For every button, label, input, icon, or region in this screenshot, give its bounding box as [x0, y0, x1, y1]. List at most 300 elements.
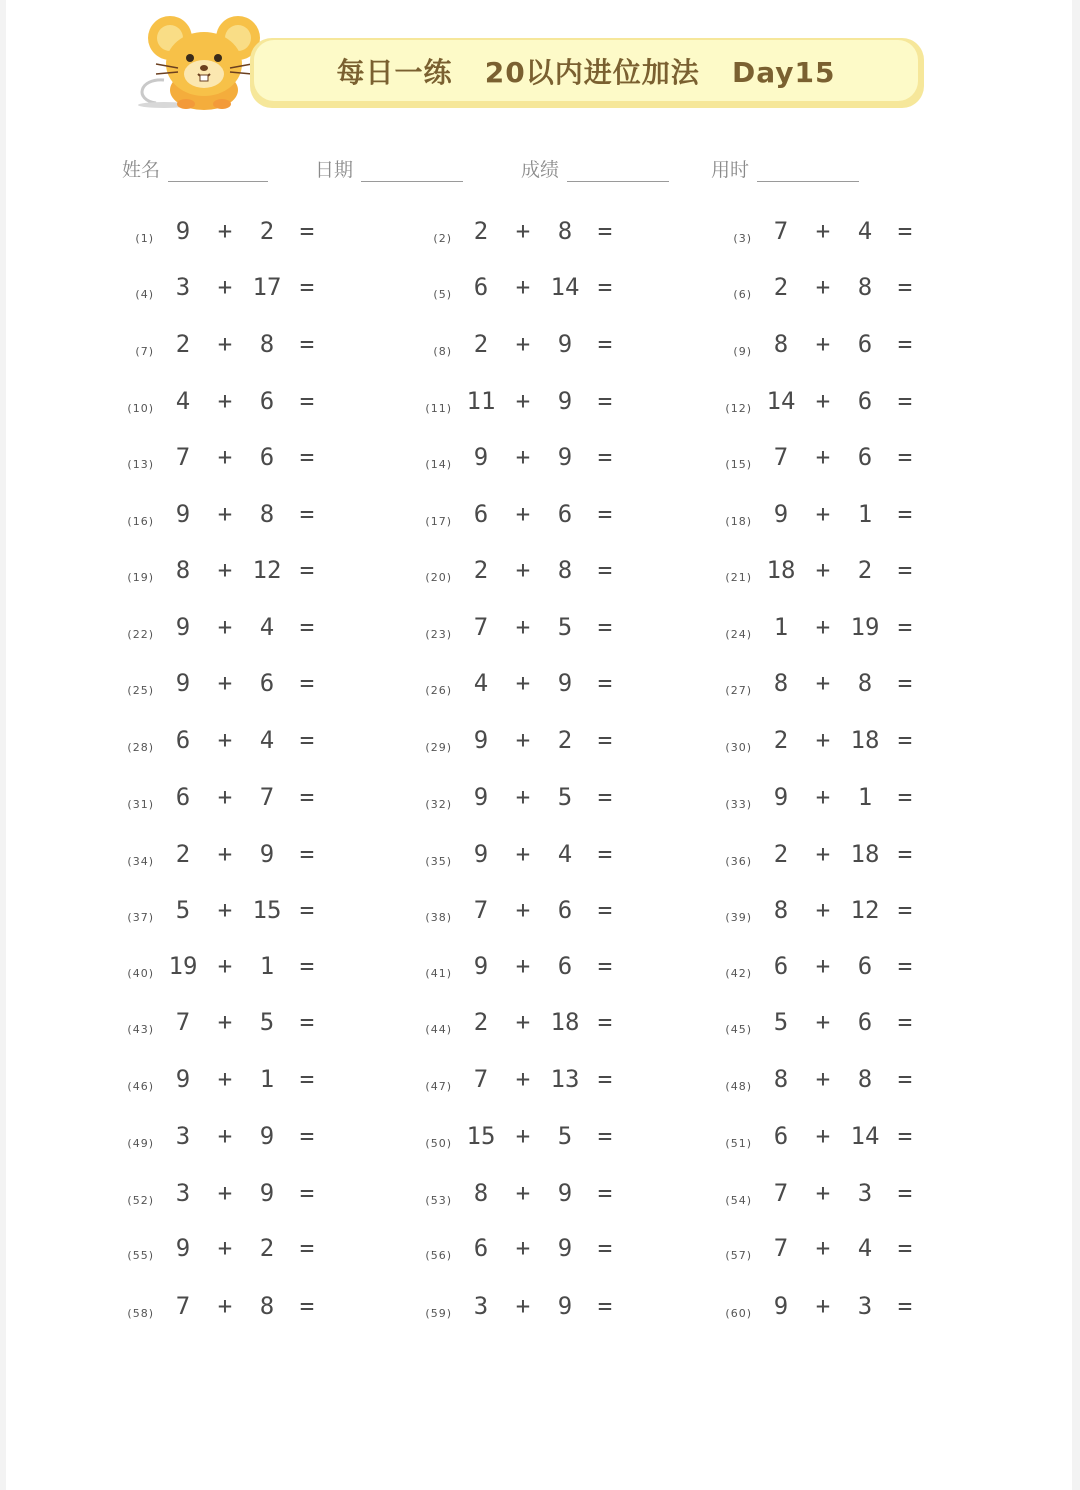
answer-space[interactable] — [924, 663, 968, 703]
first-addend: 9 — [473, 726, 489, 754]
first-addend: 5 — [175, 896, 191, 924]
equals-sign: = — [299, 840, 315, 868]
equals-sign: = — [597, 840, 613, 868]
first-addend: 4 — [175, 387, 191, 415]
problem-number: (17) — [425, 515, 452, 528]
equals-sign: = — [299, 217, 315, 245]
second-addend: 6 — [259, 669, 275, 697]
plus-sign: + — [815, 613, 831, 641]
first-addend: 7 — [473, 613, 489, 641]
equals-sign: = — [897, 726, 913, 754]
problem-item — [712, 1173, 972, 1213]
first-addend: 7 — [175, 443, 191, 471]
problem-number: (10) — [127, 402, 154, 415]
plus-sign: + — [217, 1179, 233, 1207]
plus-sign: + — [515, 443, 531, 471]
equals-sign: = — [897, 1065, 913, 1093]
plus-sign: + — [217, 1234, 233, 1262]
second-addend: 4 — [857, 217, 873, 245]
plus-sign: + — [515, 1008, 531, 1036]
equals-sign: = — [299, 1179, 315, 1207]
second-addend: 18 — [550, 1008, 580, 1036]
problem-item — [114, 437, 374, 477]
problem-item — [114, 1059, 374, 1099]
equals-sign: = — [897, 840, 913, 868]
answer-space[interactable] — [624, 890, 668, 930]
plus-sign: + — [515, 1122, 531, 1150]
first-addend: 7 — [175, 1292, 191, 1320]
equals-sign: = — [897, 896, 913, 924]
first-addend: 15 — [466, 1122, 496, 1150]
equals-sign: = — [299, 443, 315, 471]
second-addend: 9 — [259, 1179, 275, 1207]
problem-item — [412, 890, 672, 930]
problem-item — [712, 1228, 972, 1268]
plus-sign: + — [217, 1008, 233, 1036]
first-addend: 2 — [175, 330, 191, 358]
problem-number: (51) — [725, 1137, 752, 1150]
second-addend: 17 — [252, 273, 282, 301]
problem-item — [114, 1002, 374, 1042]
first-addend: 9 — [473, 443, 489, 471]
first-addend: 9 — [473, 840, 489, 868]
second-addend: 4 — [259, 726, 275, 754]
plus-sign: + — [515, 1179, 531, 1207]
problem-item — [114, 211, 374, 251]
second-addend: 6 — [259, 387, 275, 415]
problem-number: (59) — [425, 1307, 452, 1320]
plus-sign: + — [515, 952, 531, 980]
second-addend: 9 — [557, 387, 573, 415]
equals-sign: = — [897, 1179, 913, 1207]
second-addend: 6 — [857, 330, 873, 358]
equals-sign: = — [597, 1122, 613, 1150]
first-addend: 5 — [773, 1008, 789, 1036]
second-addend: 9 — [557, 1179, 573, 1207]
date-field[interactable] — [315, 155, 463, 182]
first-addend: 7 — [773, 1179, 789, 1207]
plus-sign: + — [515, 273, 531, 301]
second-addend: 9 — [259, 840, 275, 868]
answer-space[interactable] — [924, 1286, 968, 1326]
problem-number: (11) — [425, 402, 452, 415]
second-addend: 6 — [857, 952, 873, 980]
answer-space[interactable] — [624, 1059, 668, 1099]
problem-item — [712, 834, 972, 874]
problem-item — [412, 494, 672, 534]
answer-space[interactable] — [624, 324, 668, 364]
problem-item — [712, 1059, 972, 1099]
equals-sign: = — [299, 1122, 315, 1150]
answer-space[interactable] — [924, 720, 968, 760]
plus-sign: + — [515, 613, 531, 641]
plus-sign: + — [815, 330, 831, 358]
plus-sign: + — [815, 1065, 831, 1093]
second-addend: 1 — [259, 952, 275, 980]
problem-number: (29) — [425, 741, 452, 754]
answer-space[interactable] — [326, 1173, 370, 1213]
answer-space[interactable] — [326, 1228, 370, 1268]
problem-number: (20) — [425, 571, 452, 584]
equals-sign: = — [897, 387, 913, 415]
equals-sign: = — [299, 1234, 315, 1262]
answer-space[interactable] — [924, 1002, 968, 1042]
first-addend: 2 — [175, 840, 191, 868]
equals-sign: = — [299, 726, 315, 754]
answer-space[interactable] — [326, 720, 370, 760]
answer-space[interactable] — [326, 1116, 370, 1156]
answer-space[interactable] — [326, 267, 370, 307]
equals-sign: = — [897, 1008, 913, 1036]
answer-space[interactable] — [624, 607, 668, 647]
first-addend: 4 — [473, 669, 489, 697]
equals-sign: = — [897, 1122, 913, 1150]
answer-space[interactable] — [624, 550, 668, 590]
problem-item — [412, 381, 672, 421]
answer-space[interactable] — [624, 1173, 668, 1213]
answer-space[interactable] — [924, 267, 968, 307]
plus-sign: + — [217, 387, 233, 415]
title-banner — [250, 38, 924, 108]
first-addend: 19 — [168, 952, 198, 980]
answer-space[interactable] — [326, 777, 370, 817]
first-addend: 9 — [773, 500, 789, 528]
problem-number: (12) — [725, 402, 752, 415]
first-addend: 6 — [473, 500, 489, 528]
problem-number: (22) — [127, 628, 154, 641]
problem-number: (45) — [725, 1023, 752, 1036]
title-banner-inner — [254, 40, 918, 101]
problem-number: (27) — [725, 684, 752, 697]
answer-space[interactable] — [624, 267, 668, 307]
problem-item — [114, 1173, 374, 1213]
name-field[interactable] — [122, 155, 268, 182]
second-addend: 15 — [252, 896, 282, 924]
answer-space[interactable] — [624, 437, 668, 477]
plus-sign: + — [815, 500, 831, 528]
plus-sign: + — [217, 613, 233, 641]
equals-sign: = — [897, 217, 913, 245]
problem-item — [412, 211, 672, 251]
plus-sign: + — [217, 1122, 233, 1150]
second-addend: 1 — [857, 500, 873, 528]
second-addend: 8 — [557, 556, 573, 584]
second-addend: 12 — [252, 556, 282, 584]
second-addend: 6 — [857, 443, 873, 471]
problem-number: (32) — [425, 798, 452, 811]
answer-space[interactable] — [624, 720, 668, 760]
first-addend: 6 — [175, 783, 191, 811]
problem-number: (54) — [725, 1194, 752, 1207]
answer-space[interactable] — [326, 211, 370, 251]
first-addend: 9 — [175, 1234, 191, 1262]
equals-sign: = — [299, 1008, 315, 1036]
plus-sign: + — [815, 1234, 831, 1262]
first-addend: 6 — [473, 1234, 489, 1262]
equals-sign: = — [299, 613, 315, 641]
plus-sign: + — [815, 556, 831, 584]
problem-number: (13) — [127, 458, 154, 471]
problem-number: (48) — [725, 1080, 752, 1093]
second-addend: 13 — [550, 1065, 580, 1093]
answer-space[interactable] — [624, 663, 668, 703]
problem-number: (47) — [425, 1080, 452, 1093]
problem-number: (42) — [725, 967, 752, 980]
equals-sign: = — [597, 217, 613, 245]
second-addend: 9 — [557, 669, 573, 697]
second-addend: 9 — [557, 1234, 573, 1262]
answer-space[interactable] — [924, 607, 968, 647]
answer-space[interactable] — [326, 1286, 370, 1326]
equals-sign: = — [897, 1234, 913, 1262]
name-blank[interactable] — [168, 163, 268, 182]
equals-sign: = — [299, 273, 315, 301]
first-addend: 8 — [773, 330, 789, 358]
answer-space[interactable] — [326, 890, 370, 930]
problem-number: (28) — [127, 741, 154, 754]
problem-item — [114, 494, 374, 534]
problem-item — [114, 324, 374, 364]
equals-sign: = — [897, 783, 913, 811]
plus-sign: + — [217, 1292, 233, 1320]
time-blank[interactable] — [757, 163, 859, 182]
first-addend: 18 — [766, 556, 796, 584]
equals-sign: = — [897, 330, 913, 358]
answer-space[interactable] — [624, 946, 668, 986]
plus-sign: + — [815, 669, 831, 697]
second-addend: 4 — [259, 613, 275, 641]
equals-sign: = — [299, 952, 315, 980]
answer-space[interactable] — [924, 381, 968, 421]
second-addend: 14 — [550, 273, 580, 301]
equals-sign: = — [299, 330, 315, 358]
equals-sign: = — [597, 1065, 613, 1093]
equals-sign: = — [597, 443, 613, 471]
first-addend: 2 — [473, 217, 489, 245]
second-addend: 8 — [557, 217, 573, 245]
answer-space[interactable] — [326, 437, 370, 477]
problem-number: (6) — [733, 288, 752, 301]
second-addend: 6 — [557, 500, 573, 528]
first-addend: 2 — [773, 273, 789, 301]
answer-space[interactable] — [924, 1173, 968, 1213]
first-addend: 1 — [773, 613, 789, 641]
first-addend: 9 — [473, 952, 489, 980]
second-addend: 8 — [259, 1292, 275, 1320]
score-field[interactable] — [521, 155, 669, 182]
answer-space[interactable] — [924, 1228, 968, 1268]
score-blank[interactable] — [567, 163, 669, 182]
problem-item — [712, 211, 972, 251]
second-addend: 6 — [557, 952, 573, 980]
plus-sign: + — [217, 669, 233, 697]
answer-space[interactable] — [326, 1002, 370, 1042]
problem-number: (40) — [127, 967, 154, 980]
first-addend: 2 — [473, 330, 489, 358]
equals-sign: = — [597, 669, 613, 697]
plus-sign: + — [815, 273, 831, 301]
answer-space[interactable] — [924, 324, 968, 364]
answer-space[interactable] — [924, 777, 968, 817]
equals-sign: = — [597, 500, 613, 528]
problem-number: (7) — [135, 345, 154, 358]
problem-number: (60) — [725, 1307, 752, 1320]
answer-space[interactable] — [924, 946, 968, 986]
answer-space[interactable] — [924, 211, 968, 251]
first-addend: 9 — [175, 500, 191, 528]
answer-space[interactable] — [326, 834, 370, 874]
equals-sign: = — [597, 613, 613, 641]
equals-sign: = — [597, 726, 613, 754]
second-addend: 2 — [259, 217, 275, 245]
answer-space[interactable] — [326, 381, 370, 421]
second-addend: 8 — [259, 330, 275, 358]
problem-item — [114, 1286, 374, 1326]
problem-item — [114, 834, 374, 874]
second-addend: 6 — [857, 1008, 873, 1036]
answer-space[interactable] — [624, 1228, 668, 1268]
first-addend: 9 — [175, 669, 191, 697]
equals-sign: = — [299, 669, 315, 697]
second-addend: 3 — [857, 1292, 873, 1320]
first-addend: 9 — [175, 1065, 191, 1093]
first-addend: 9 — [473, 783, 489, 811]
problem-item — [412, 437, 672, 477]
plus-sign: + — [815, 952, 831, 980]
plus-sign: + — [815, 1122, 831, 1150]
problem-item — [712, 381, 972, 421]
plus-sign: + — [515, 1065, 531, 1093]
problem-number: (16) — [127, 515, 154, 528]
answer-space[interactable] — [924, 494, 968, 534]
date-blank[interactable] — [361, 163, 463, 182]
problem-number: (33) — [725, 798, 752, 811]
problem-item — [114, 890, 374, 930]
problem-number: (9) — [733, 345, 752, 358]
problem-item — [412, 1228, 672, 1268]
worksheet-title: 每日一练 20以内进位加法 Day15 — [336, 55, 836, 89]
answer-space[interactable] — [326, 663, 370, 703]
answer-space[interactable] — [624, 211, 668, 251]
problem-number: (5) — [433, 288, 452, 301]
plus-sign: + — [217, 500, 233, 528]
answer-space[interactable] — [624, 494, 668, 534]
answer-space[interactable] — [326, 1059, 370, 1099]
problem-item — [412, 324, 672, 364]
first-addend: 6 — [773, 952, 789, 980]
problem-item — [114, 607, 374, 647]
first-addend: 8 — [473, 1179, 489, 1207]
mouse-mascot-icon — [134, 8, 264, 118]
problem-item — [712, 494, 972, 534]
first-addend: 3 — [175, 273, 191, 301]
plus-sign: + — [515, 896, 531, 924]
problem-number: (18) — [725, 515, 752, 528]
answer-space[interactable] — [924, 437, 968, 477]
problem-item — [712, 607, 972, 647]
second-addend: 18 — [850, 726, 880, 754]
answer-space[interactable] — [326, 607, 370, 647]
answer-space[interactable] — [326, 550, 370, 590]
answer-space[interactable] — [624, 1002, 668, 1042]
plus-sign: + — [217, 217, 233, 245]
equals-sign: = — [897, 669, 913, 697]
plus-sign: + — [515, 330, 531, 358]
problem-item — [114, 777, 374, 817]
equals-sign: = — [299, 1292, 315, 1320]
problem-item — [412, 777, 672, 817]
second-addend: 9 — [557, 330, 573, 358]
second-addend: 5 — [557, 783, 573, 811]
answer-space[interactable] — [624, 1286, 668, 1326]
problem-item — [712, 1286, 972, 1326]
plus-sign: + — [217, 330, 233, 358]
problem-number: (8) — [433, 345, 452, 358]
equals-sign: = — [897, 613, 913, 641]
plus-sign: + — [515, 840, 531, 868]
second-addend: 3 — [857, 1179, 873, 1207]
problem-item — [712, 324, 972, 364]
problem-number: (2) — [433, 232, 452, 245]
equals-sign: = — [897, 273, 913, 301]
problem-item — [412, 1059, 672, 1099]
equals-sign: = — [597, 896, 613, 924]
answer-space[interactable] — [326, 946, 370, 986]
problem-item — [412, 1116, 672, 1156]
second-addend: 5 — [259, 1008, 275, 1036]
answer-space[interactable] — [924, 890, 968, 930]
first-addend: 9 — [175, 217, 191, 245]
problem-item — [114, 663, 374, 703]
answer-space[interactable] — [326, 494, 370, 534]
problem-number: (50) — [425, 1137, 452, 1150]
first-addend: 7 — [773, 1234, 789, 1262]
plus-sign: + — [815, 896, 831, 924]
first-addend: 3 — [473, 1292, 489, 1320]
plus-sign: + — [217, 273, 233, 301]
second-addend: 12 — [850, 896, 880, 924]
plus-sign: + — [515, 556, 531, 584]
answer-space[interactable] — [924, 834, 968, 874]
plus-sign: + — [815, 783, 831, 811]
plus-sign: + — [815, 726, 831, 754]
problem-number: (44) — [425, 1023, 452, 1036]
plus-sign: + — [515, 726, 531, 754]
answer-space[interactable] — [624, 777, 668, 817]
second-addend: 8 — [857, 1065, 873, 1093]
plus-sign: + — [515, 1292, 531, 1320]
answer-space[interactable] — [624, 381, 668, 421]
score-label: 成绩 — [521, 159, 560, 181]
second-addend: 2 — [259, 1234, 275, 1262]
equals-sign: = — [597, 330, 613, 358]
answer-space[interactable] — [624, 1116, 668, 1156]
equals-sign: = — [897, 500, 913, 528]
answer-space[interactable] — [326, 324, 370, 364]
answer-space[interactable] — [624, 834, 668, 874]
second-addend: 7 — [259, 783, 275, 811]
first-addend: 2 — [773, 726, 789, 754]
first-addend: 7 — [473, 896, 489, 924]
first-addend: 2 — [773, 840, 789, 868]
first-addend: 7 — [473, 1065, 489, 1093]
plus-sign: + — [217, 840, 233, 868]
answer-space[interactable] — [924, 1059, 968, 1099]
answer-space[interactable] — [924, 1116, 968, 1156]
time-field[interactable] — [711, 155, 859, 182]
first-addend: 7 — [773, 443, 789, 471]
answer-space[interactable] — [924, 550, 968, 590]
